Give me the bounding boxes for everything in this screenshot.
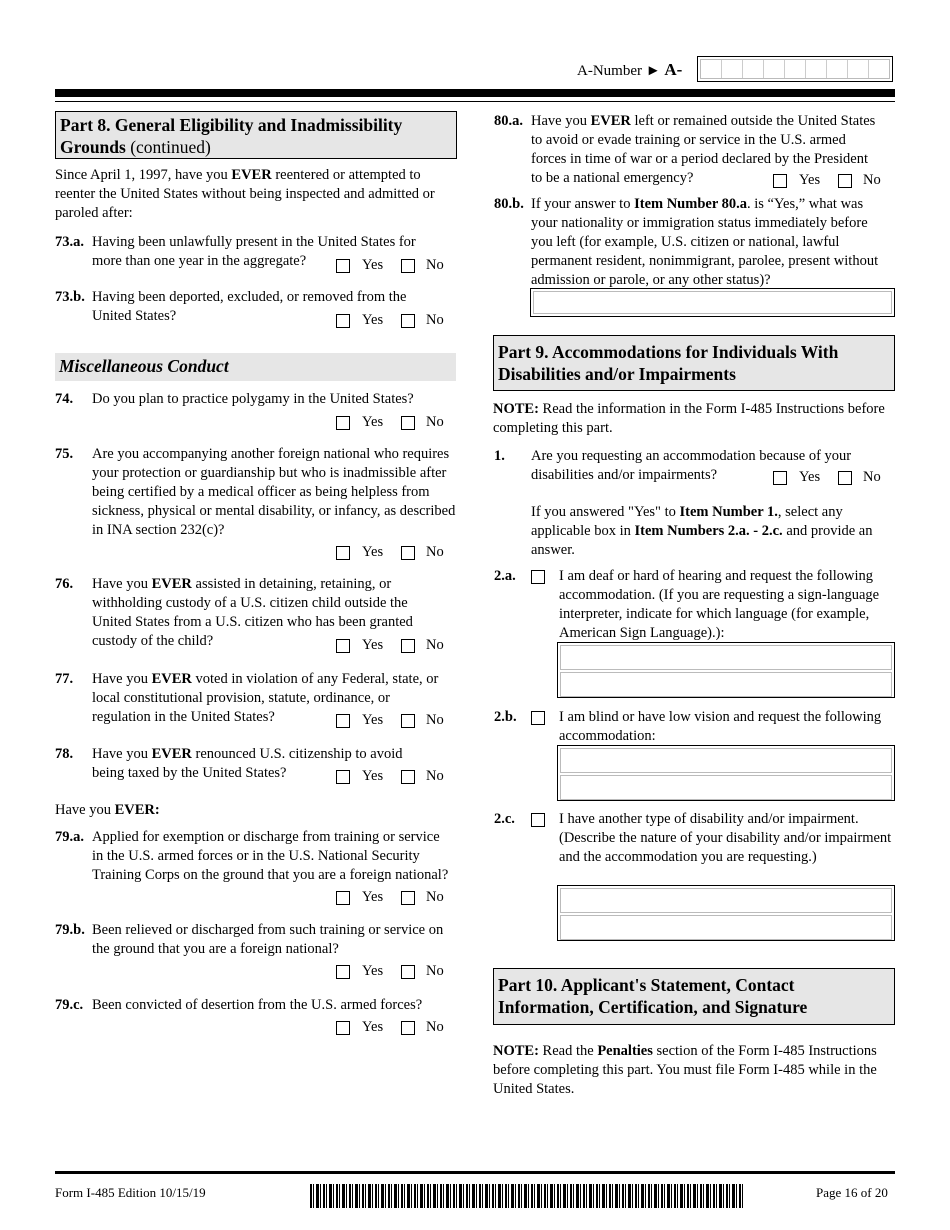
q74-text: Do you plan to practice polygamy in the United States? — [92, 391, 414, 407]
arrow-right-icon: ► — [645, 63, 661, 79]
yes-label: Yes — [362, 768, 384, 784]
q77-no-checkbox[interactable] — [401, 714, 415, 728]
q80b-number: 80.b. — [494, 196, 524, 212]
footer-rule — [55, 1171, 895, 1174]
part8-intro: Since April 1, 1997, have you EVER reentered or attempted to reenter the United States without being inspected and admitted or paroled after: — [55, 167, 435, 221]
q77-text: Have you EVER voted in violation of any Federal, state, or local constitutional provision, statute, ordinance, or regulation in the United States? — [92, 671, 439, 725]
q79b-number: 79.b. — [55, 922, 85, 938]
q77-yes-checkbox[interactable] — [336, 714, 350, 728]
yes-label: Yes — [362, 414, 384, 430]
q80a-no-checkbox[interactable] — [838, 174, 852, 188]
barcode — [310, 1184, 744, 1208]
no-label: No — [426, 257, 444, 273]
q76-text: Have you EVER assisted in detaining, retaining, or withholding custody of a U.S. citizen child outside the United States from a U.S. citizen who has been granted custody of the child? — [92, 576, 413, 649]
q2a-input[interactable] — [557, 642, 895, 698]
q2a-checkbox[interactable] — [531, 570, 545, 584]
q78-text: Have you EVER renounced U.S. citizenship to avoid being taxed by the United States? — [92, 746, 403, 781]
q73b-yes-checkbox[interactable] — [336, 314, 350, 328]
q76-no-checkbox[interactable] — [401, 639, 415, 653]
no-label: No — [426, 963, 444, 979]
q79c-yes-checkbox[interactable] — [336, 1021, 350, 1035]
q1-no-checkbox[interactable] — [838, 471, 852, 485]
no-label: No — [426, 312, 444, 328]
q79b-no-checkbox[interactable] — [401, 965, 415, 979]
q73b-number: 73.b. — [55, 289, 85, 305]
no-label: No — [426, 544, 444, 560]
q1-number: 1. — [494, 448, 505, 464]
no-label: No — [426, 637, 444, 653]
q73a-yes-checkbox[interactable] — [336, 259, 350, 273]
no-label: No — [426, 414, 444, 430]
q79b-yes-checkbox[interactable] — [336, 965, 350, 979]
q79a-number: 79.a. — [55, 829, 84, 845]
part9-heading: Part 9. Accommodations for Individuals With Disabilities and/or Impairments — [493, 335, 895, 391]
q1-text: Are you requesting an accommodation because of your disabilities and/or impairments? — [531, 448, 852, 483]
q2b-input[interactable] — [557, 745, 895, 801]
part8-heading: Part 8. General Eligibility and Inadmissibility Grounds (continued) — [55, 111, 457, 159]
part10-heading: Part 10. Applicant's Statement, Contact Information, Certification, and Signature — [493, 968, 895, 1025]
header-rule-thin — [55, 101, 895, 102]
yes-label: Yes — [362, 889, 384, 905]
q2a-text: I am deaf or hard of hearing and request the following accommodation. (If you are requesting a sign-language interpreter, indicate for which language (for example, American Sign Language).): — [559, 568, 880, 641]
q2c-input[interactable] — [557, 885, 895, 941]
yes-label: Yes — [362, 963, 384, 979]
q2b-number: 2.b. — [494, 709, 517, 725]
q73b-text: Having been deported, excluded, or removed from the United States? — [92, 289, 407, 324]
q73b-no-checkbox[interactable] — [401, 314, 415, 328]
no-label: No — [863, 172, 881, 188]
q77-number: 77. — [55, 671, 74, 687]
q74-no-checkbox[interactable] — [401, 416, 415, 430]
q78-no-checkbox[interactable] — [401, 770, 415, 784]
q79c-text: Been convicted of desertion from the U.S. armed forces? — [92, 997, 423, 1013]
q2a-number: 2.a. — [494, 568, 516, 584]
q74-yes-checkbox[interactable] — [336, 416, 350, 430]
q73a-no-checkbox[interactable] — [401, 259, 415, 273]
no-label: No — [426, 889, 444, 905]
q74-number: 74. — [55, 391, 74, 407]
q75-yes-checkbox[interactable] — [336, 546, 350, 560]
q80a-text: Have you EVER left or remained outside the United States to avoid or evade training or service in the U.S. armed forces in time of war or a period declared by the President to be a national emergency? — [531, 113, 876, 186]
yes-label: Yes — [362, 1019, 384, 1035]
q79a-text: Applied for exemption or discharge from training or service in the U.S. armed forces or in the U.S. National Security Training Corps on the ground that you are a foreign national? — [92, 829, 449, 883]
q2b-checkbox[interactable] — [531, 711, 545, 725]
q73a-number: 73.a. — [55, 234, 84, 250]
page-number: Page 16 of 20 — [816, 1185, 888, 1200]
part10-note: NOTE: Read the Penalties section of the Form I-485 Instructions before completing this part. You must file Form I-485 while in the United States. — [493, 1043, 877, 1097]
form-edition: Form I-485 Edition 10/15/19 — [55, 1185, 206, 1200]
q75-text: Are you accompanying another foreign national who requires your protection or guardianship but who is inadmissible after being certified by a medical officer as being helpless from sickness, physical or mental disability, or infancy, as described in INA section 232(c)? — [92, 446, 456, 538]
a-number-input[interactable] — [697, 56, 893, 82]
q1-instructions: If you answered "Yes" to Item Number 1., select any applicable box in Item Numbers 2.a. - 2.c. and provide an answer. — [531, 504, 873, 558]
q76-number: 76. — [55, 576, 74, 592]
q78-yes-checkbox[interactable] — [336, 770, 350, 784]
yes-label: Yes — [362, 257, 384, 273]
q79b-text: Been relieved or discharged from such training or service on the ground that you are a foreign national? — [92, 922, 444, 957]
yes-label: Yes — [799, 172, 821, 188]
a-number-label: A-Number ► A- — [577, 60, 683, 79]
yes-label: Yes — [362, 312, 384, 328]
q1-yes-checkbox[interactable] — [773, 471, 787, 485]
no-label: No — [426, 768, 444, 784]
yes-label: Yes — [362, 544, 384, 560]
q78-number: 78. — [55, 746, 74, 762]
q2c-checkbox[interactable] — [531, 813, 545, 827]
q79a-yes-checkbox[interactable] — [336, 891, 350, 905]
q80b-input[interactable] — [530, 288, 895, 317]
q79c-number: 79.c. — [55, 997, 84, 1013]
yes-label: Yes — [362, 712, 384, 728]
q75-number: 75. — [55, 446, 74, 462]
yes-label: Yes — [799, 469, 821, 485]
q76-yes-checkbox[interactable] — [336, 639, 350, 653]
no-label: No — [426, 712, 444, 728]
q79c-no-checkbox[interactable] — [401, 1021, 415, 1035]
q80a-yes-checkbox[interactable] — [773, 174, 787, 188]
q73a-text: Having been unlawfully present in the United States for more than one year in the aggregate? — [92, 234, 416, 269]
part9-note: NOTE: Read the information in the Form I-485 Instructions before completing this part. — [493, 401, 885, 436]
q2c-text: I have another type of disability and/or impairment. (Describe the nature of your disability and/or impairment and the accommodation you are requesting.) — [559, 811, 892, 865]
no-label: No — [863, 469, 881, 485]
q75-no-checkbox[interactable] — [401, 546, 415, 560]
q80b-text: If your answer to Item Number 80.a. is “Yes,” what was your nationality or immigration status immediately before you left (for example, U.S. citizen or national, lawful permanent resident, nonimmigrant, parolee, present without admission or parole, or any other status)? — [531, 196, 879, 288]
yes-label: Yes — [362, 637, 384, 653]
q2c-number: 2.c. — [494, 811, 515, 827]
q2b-text: I am blind or have low vision and request the following accommodation: — [559, 709, 882, 744]
q79a-no-checkbox[interactable] — [401, 891, 415, 905]
misc-conduct-heading: Miscellaneous Conduct — [55, 353, 456, 381]
have-you-ever-label: Have you EVER: — [55, 802, 160, 818]
q80a-number: 80.a. — [494, 113, 523, 129]
header-rule — [55, 89, 895, 97]
no-label: No — [426, 1019, 444, 1035]
